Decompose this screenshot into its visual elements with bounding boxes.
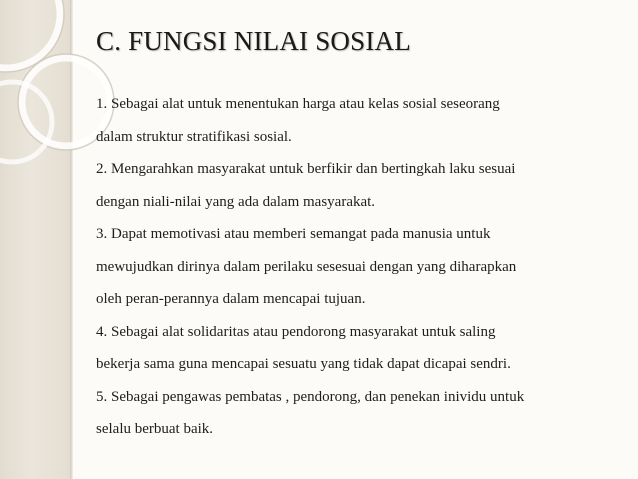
body-line: mewujudkan dirinya dalam perilaku sesesuai dengan yang diharapkan: [96, 258, 517, 275]
body-line: 1. Sebagai alat untuk menentukan harga atau kelas sosial seseorang: [96, 96, 500, 112]
body-line: oleh peran-perannya dalam mencapai tujuan.: [96, 291, 366, 307]
body-line: 4. Sebagai alat solidaritas atau pendorong masyarakat untuk saling: [96, 323, 496, 340]
body-line: selalu berbuat baik.: [96, 421, 214, 437]
slide-title: C. FUNGSI NILAI SOSIAL: [96, 26, 411, 56]
body-line: dengan niali-nilai yang ada dalam masyarakat.: [96, 193, 376, 210]
slide-body: [96, 88, 616, 446]
body-line: 5. Sebagai pengawas pembatas , pendorong, dan penekan inividu untuk: [96, 388, 525, 405]
body-line: bekerja sama guna mencapai sesuatu yang tidak dapat dicapai sendri.: [96, 356, 511, 372]
body-line: 2. Mengarahkan masyarakat untuk berfikir dan bertingkah laku sesuai: [96, 161, 516, 177]
body-line: 3. Dapat memotivasi atau memberi semangat pada manusia untuk: [96, 226, 491, 242]
body-line: dalam struktur stratifikasi sosial.: [96, 128, 292, 145]
